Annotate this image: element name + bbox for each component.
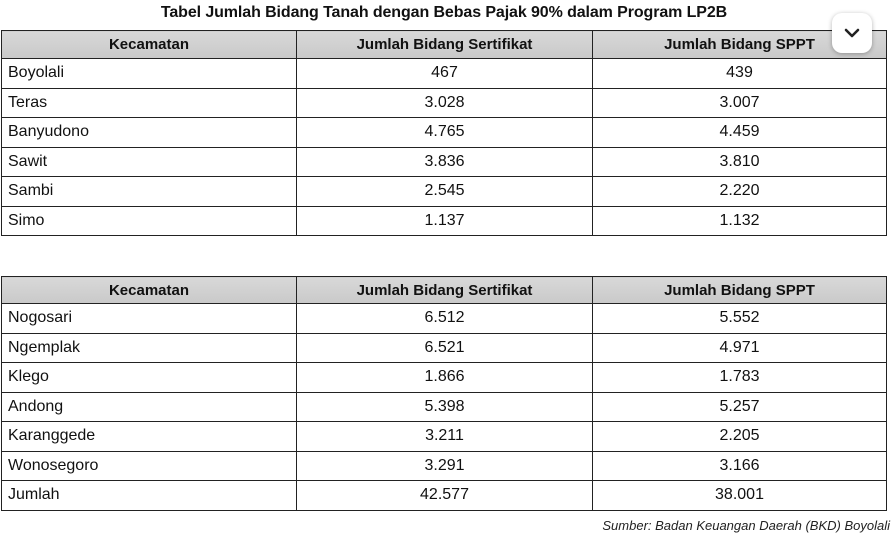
source-note: Sumber: Badan Keuangan Daerah (BKD) Boyolali [602, 518, 890, 533]
kecamatan-cell: Wonosegoro [2, 451, 297, 481]
sppt-cell: 1.783 [593, 363, 887, 393]
collapse-toggle-button[interactable] [832, 13, 872, 53]
kecamatan-cell: Karanggede [2, 422, 297, 452]
sertifikat-cell: 6.512 [297, 304, 593, 334]
table-row [2, 118, 887, 148]
table-row [2, 147, 887, 177]
table-header-row [2, 31, 887, 59]
sertifikat-cell: 6.521 [297, 333, 593, 363]
sppt-cell: 3.166 [593, 451, 887, 481]
sppt-cell: 4.459 [593, 118, 887, 148]
sertifikat-cell: 467 [297, 59, 593, 89]
column-header-sertifikat: Jumlah Bidang Sertifikat [297, 31, 593, 59]
kecamatan-cell: Simo [2, 206, 297, 236]
table-title: Tabel Jumlah Bidang Tanah dengan Bebas Pajak 90% dalam Program LP2B [160, 4, 728, 21]
sertifikat-cell: 3.028 [297, 88, 593, 118]
kecamatan-cell: Boyolali [2, 59, 297, 89]
table-row [2, 392, 887, 422]
table-row [2, 304, 887, 334]
table-row [2, 333, 887, 363]
chevron-down-icon [843, 27, 861, 39]
kecamatan-cell: Teras [2, 88, 297, 118]
kecamatan-cell: Klego [2, 363, 297, 393]
kecamatan-cell: Ngemplak [2, 333, 297, 363]
kecamatan-cell: Sambi [2, 177, 297, 207]
sertifikat-cell: 1.866 [297, 363, 593, 393]
column-header-kecamatan: Kecamatan [2, 277, 297, 304]
sppt-cell: 2.205 [593, 422, 887, 452]
table-header-row [2, 277, 887, 304]
sppt-cell: 4.971 [593, 333, 887, 363]
kecamatan-cell: Andong [2, 392, 297, 422]
table-row [2, 206, 887, 236]
sertifikat-cell: 3.291 [297, 451, 593, 481]
kecamatan-cell: Sawit [2, 147, 297, 177]
table-row [2, 422, 887, 452]
table-row [2, 363, 887, 393]
sertifikat-cell: 3.211 [297, 422, 593, 452]
table-row [2, 88, 887, 118]
table-row [2, 59, 887, 89]
sertifikat-cell: 4.765 [297, 118, 593, 148]
land-tax-table-2 [1, 276, 887, 511]
total-sertifikat-cell: 42.577 [297, 481, 593, 511]
sppt-cell: 5.552 [593, 304, 887, 334]
total-row [2, 481, 887, 511]
kecamatan-cell: Nogosari [2, 304, 297, 334]
column-header-kecamatan: Kecamatan [2, 31, 297, 59]
sppt-cell: 2.220 [593, 177, 887, 207]
sppt-cell: 439 [593, 59, 887, 89]
table-row [2, 177, 887, 207]
kecamatan-cell: Banyudono [2, 118, 297, 148]
sertifikat-cell: 2.545 [297, 177, 593, 207]
total-sppt-cell: 38.001 [593, 481, 887, 511]
column-header-sppt: Jumlah Bidang SPPT [593, 277, 887, 304]
sppt-cell: 1.132 [593, 206, 887, 236]
sppt-cell: 5.257 [593, 392, 887, 422]
column-header-sppt: Jumlah Bidang SPPT [593, 31, 887, 59]
sertifikat-cell: 1.137 [297, 206, 593, 236]
land-tax-table-1 [1, 30, 887, 236]
column-header-sertifikat: Jumlah Bidang Sertifikat [297, 277, 593, 304]
table-row [2, 451, 887, 481]
sertifikat-cell: 3.836 [297, 147, 593, 177]
sppt-cell: 3.007 [593, 88, 887, 118]
sertifikat-cell: 5.398 [297, 392, 593, 422]
sppt-cell: 3.810 [593, 147, 887, 177]
total-label-cell: Jumlah [2, 481, 297, 511]
